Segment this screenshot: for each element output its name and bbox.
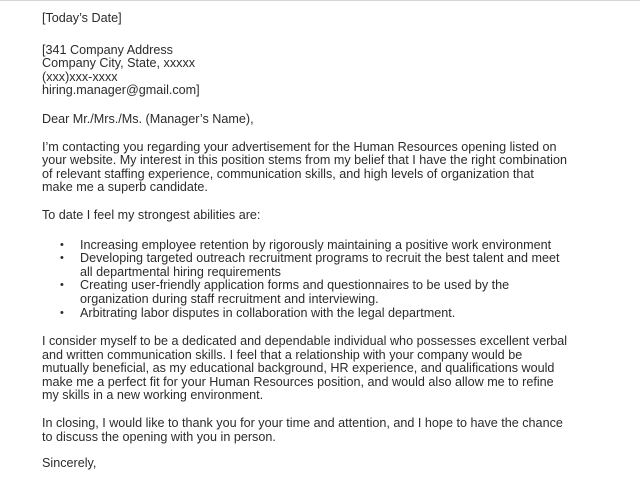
recipient-address: [42, 44, 638, 98]
paragraph-line: make me a perfect fit for your Human Resources position, and would also allow me to refine: [42, 374, 554, 389]
list-item-text: Creating user-friendly application forms and questionnaires to be used by the: [80, 278, 510, 293]
list-item-text: organization during staff recruitment and interviewing.: [80, 291, 379, 306]
abilities-intro-text: To date I feel my strongest abilities are:: [42, 207, 261, 222]
sign-off-text: Sincerely,: [42, 456, 97, 471]
date: [42, 12, 638, 26]
bullet-icon: •: [60, 238, 64, 251]
paragraph-intro: [42, 141, 638, 195]
list-item-text: Increasing employee retention by rigorously maintaining a positive work environment: [80, 237, 552, 252]
list-item: [42, 307, 638, 321]
list-item: [42, 279, 638, 306]
top-rule: [0, 0, 640, 1]
paragraph-line: mutually beneficial, as my educational background, HR experience, and qualifications would: [42, 361, 555, 376]
salutation: [42, 113, 638, 127]
paragraph-closing: [42, 417, 638, 444]
date-text: [Today’s Date]: [42, 11, 122, 25]
paragraph-line: to discuss the opening with you in person.: [42, 429, 276, 444]
bullet-icon: •: [60, 306, 64, 319]
list-item: [42, 239, 638, 253]
salutation-text: Dear Mr./Mrs./Ms. (Manager’s Name),: [42, 111, 254, 126]
paragraph-line: In closing, I would like to thank you for your time and attention, and I hope to have the chance: [42, 416, 563, 431]
paragraph-line: and written communication skills. I feel that a relationship with your company would be: [42, 347, 523, 362]
paragraph-line: your website. My interest in this position stems from my belief that I have the right combination: [42, 153, 567, 168]
paragraph-line: I consider myself to be a dedicated and dependable individual who possesses excellent verbal: [42, 334, 568, 349]
paragraph-line: of relevant staffing experience, communication skills, and high levels of organization that: [42, 166, 534, 181]
sign-off: [42, 457, 638, 471]
bullet-icon: •: [60, 279, 64, 292]
list-item-text: Arbitrating labor disputes in collaboration with the legal department.: [80, 305, 456, 320]
address-line: Company City, State, xxxxx: [42, 56, 196, 71]
paragraph-line: make me a superb candidate.: [42, 180, 208, 195]
address-line: [341 Company Address: [42, 42, 173, 57]
list-item-text: all departmental hiring requirements: [80, 264, 281, 279]
list-item: [42, 252, 638, 279]
abilities-intro: [42, 209, 638, 223]
address-line: (xxx)xxx-xxxx: [42, 69, 118, 84]
paragraph-qualifications: [42, 335, 638, 403]
paragraph-line: I’m contacting you regarding your advertisement for the Human Resources opening listed on: [42, 139, 557, 154]
list-item-text: Developing targeted outreach recruitment programs to recruit the best talent and meet: [80, 251, 560, 266]
cover-letter: [42, 12, 638, 471]
address-line: hiring.manager@gmail.com]: [42, 83, 200, 98]
paragraph-line: my skills in a new working environment.: [42, 388, 264, 403]
abilities-list: [42, 239, 638, 321]
bullet-icon: •: [60, 252, 64, 265]
